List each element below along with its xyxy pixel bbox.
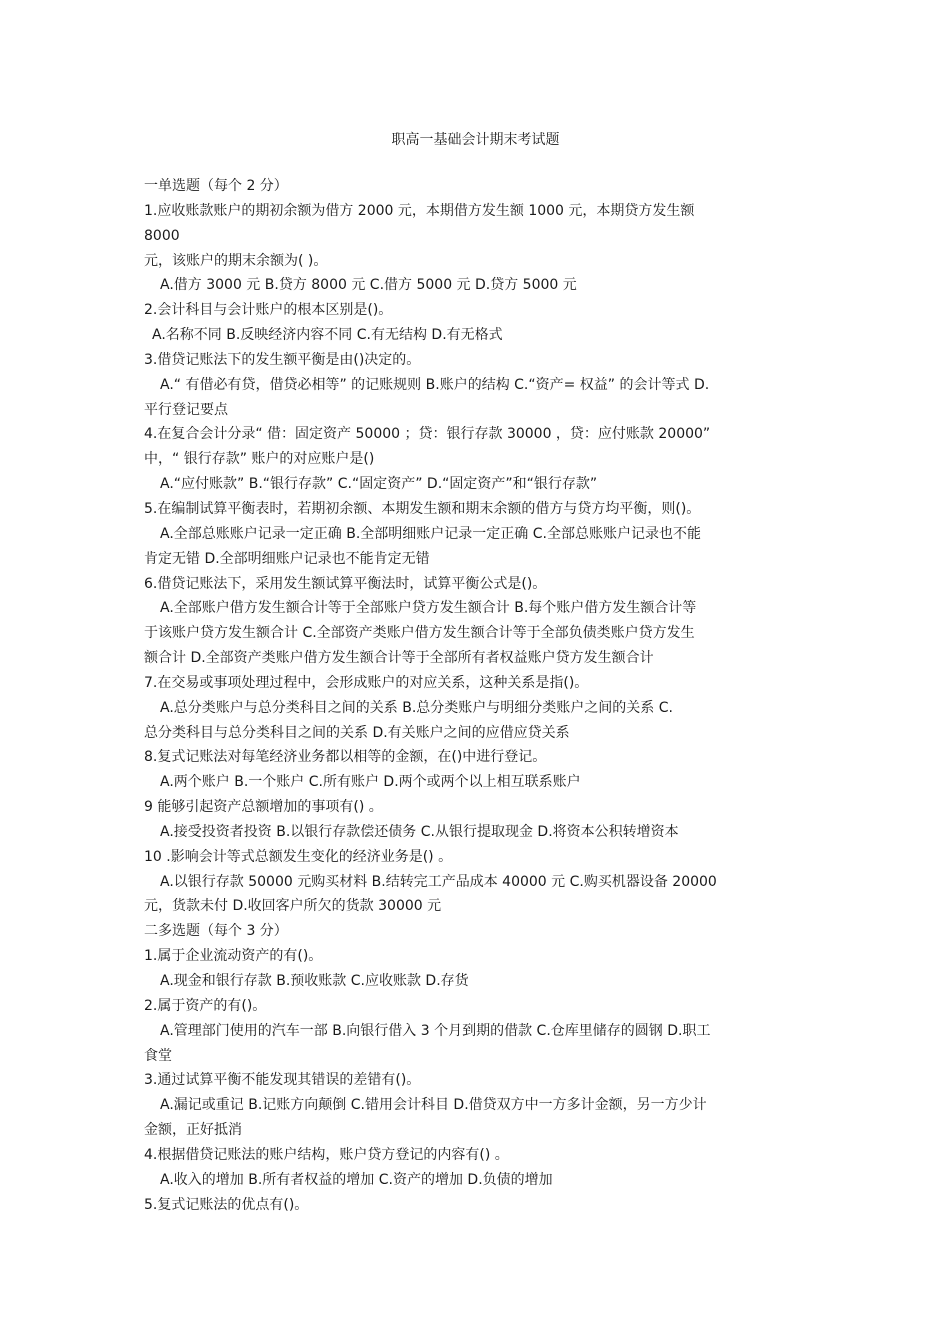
text-line: 元，货款未付 D.收回客户所欠的货款 30000 元	[144, 898, 442, 915]
text-line: A.接受投资者投资 B.以银行存款偿还债务 C.从银行提取现金 D.将资本公积转增资本	[160, 823, 679, 840]
text-line: 一单选题（每个 2 分）	[144, 178, 288, 194]
text-line: 肯定无错 D.全部明细账户记录也不能肯定无错	[144, 550, 430, 567]
text-line: A.“应付账款” B.“银行存款” C.“固定资产” D.“固定资产”和“银行存款”	[160, 476, 598, 493]
text-line: 3.通过试算平衡不能发现其错误的差错有()。	[144, 1072, 421, 1089]
text-line: A.“ 有借必有贷，借贷必相等” 的记账规则 B.账户的结构 C.“资产= 权益” 的会计等式 D.	[160, 376, 710, 393]
text-line: 金额，正好抵消	[144, 1122, 242, 1139]
text-line: A.收入的增加 B.所有者权益的增加 C.资产的增加 D.负债的增加	[160, 1171, 553, 1188]
document-body	[144, 174, 807, 1217]
text-line: 额合计 D.全部资产类账户借方发生额合计等于全部所有者权益账户贷方发生额合计	[144, 650, 654, 667]
text-line: 1.属于企业流动资产的有()。	[144, 948, 323, 965]
text-line: 6.借贷记账法下，采用发生额试算平衡法时，试算平衡公式是()。	[144, 575, 547, 592]
text-line: 总分类科目与总分类科目之间的关系 D.有关账户之间的应借应贷关系	[144, 724, 570, 741]
text-line: 4.在复合会计分录“ 借：固定资产 50000 ；贷：银行存款 30000 ，贷：应付账款 20000”	[144, 426, 711, 443]
text-line: 9 能够引起资产总额增加的事项有() 。	[144, 799, 383, 816]
text-line: A.名称不同 B.反映经济内容不同 C.有无结构 D.有无格式	[152, 327, 503, 344]
text-line: A.管理部门使用的汽车一部 B.向银行借入 3 个月到期的借款 C.仓库里储存的圆钢 D.职工	[160, 1022, 711, 1039]
text-line: A.两个账户 B.一个账户 C.所有账户 D.两个或两个以上相互联系账户	[160, 774, 581, 791]
text-line: 平行登记要点	[144, 401, 228, 418]
text-line: 4.根据借贷记账法的账户结构，账户贷方登记的内容有() 。	[144, 1146, 509, 1163]
text-line: A.全部总账账户记录一定正确 B.全部明细账户记录一定正确 C.全部总账账户记录也不能	[160, 525, 701, 542]
text-line: 5.复式记账法的优点有()。	[144, 1196, 309, 1213]
text-line: 二多选题（每个 3 分）	[144, 923, 288, 940]
text-line: 7.在交易或事项处理过程中，会形成账户的对应关系，这种关系是指()。	[144, 674, 589, 691]
page-title: 职高一基础会计期末考试题	[391, 132, 560, 148]
text-line: 元，该账户的期末余额为( )。	[144, 252, 328, 269]
text-line: 于该账户贷方发生额合计 C.全部资产类账户借方发生额合计等于全部负债类账户贷方发生	[144, 625, 695, 642]
text-line: 2.会计科目与会计账户的根本区别是()。	[144, 302, 393, 319]
text-line: 3.借贷记账法下的发生额平衡是由()决定的。	[144, 351, 421, 368]
text-line: 8.复式记账法对每笔经济业务都以相等的金额，在()中进行登记。	[144, 749, 547, 766]
text-line: 2.属于资产的有()。	[144, 997, 267, 1014]
text-line: 5.在编制试算平衡表时，若期初余额、本期发生额和期末余额的借方与贷方均平衡，则()。	[144, 500, 701, 517]
text-line: 1.应收账款账户的期初余额为借方 2000 元，本期借方发生额 1000 元，本期贷方发生额	[144, 202, 695, 219]
text-line: A.现金和银行存款 B.预收账款 C.应收账款 D.存货	[160, 973, 469, 989]
text-line: A.以银行存款 50000 元购买材料 B.结转完工产品成本 40000 元 C.购买机器设备 20000	[160, 873, 717, 890]
text-line: A.漏记或重记 B.记账方向颠倒 C.错用会计科目 D.借贷双方中一方多计金额，另一方少计	[160, 1097, 707, 1114]
text-line: A.总分类账户与总分类科目之间的关系 B.总分类账户与明细分类账户之间的关系 C.	[160, 699, 673, 716]
text-line: 食堂	[144, 1047, 172, 1064]
text-line: 10 .影响会计等式总额发生变化的经济业务是() 。	[144, 848, 453, 865]
text-line: A.全部账户借方发生额合计等于全部账户贷方发生额合计 B.每个账户借方发生额合计等	[160, 600, 697, 617]
text-line: A.借方 3000 元 B.贷方 8000 元 C.借方 5000 元 D.贷方 5000 元	[160, 277, 577, 294]
text-line: 中，“ 银行存款” 账户的对应账户是()	[144, 451, 375, 468]
text-line: 8000	[144, 227, 180, 244]
